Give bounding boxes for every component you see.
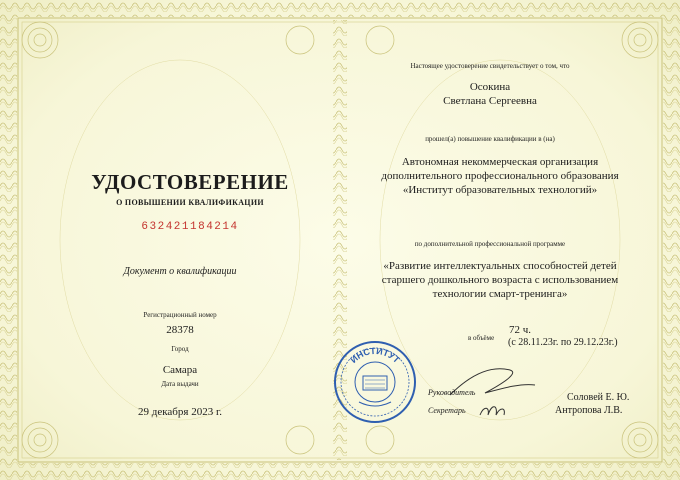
hours-value: 72 ч. [509,324,532,336]
document-type: Документ о квалификации [123,266,237,277]
head-label: Руководитель [428,388,476,397]
program-line-3: технологии смарт-тренинга» [432,288,568,300]
org-line-1: Автономная некоммерческая организация [401,156,599,168]
stamp-text: ИНСТИТУТ [348,345,402,365]
holder-surname: Осокина [469,81,511,93]
certificate-title: УДОСТОВЕРЕНИЕ [91,170,289,194]
institute-stamp [333,340,417,424]
volume-label: в объёме [468,334,495,342]
intro-text: Настоящее удостоверение свидетельствует о том, что [410,62,570,70]
head-name: Соловей Е. Ю. [567,392,630,403]
registration-label: Регистрационный номер [143,311,217,319]
city-value: Самара [162,364,198,376]
issue-date: 29 декабря 2023 г. [138,406,222,418]
holder-given-names: Светлана Сергеевна [443,95,537,107]
program-line-1: «Развитие интеллектуальных способностей детей [383,260,617,272]
serial-number: 632421184214 [141,221,239,233]
secretary-label: Секретарь [428,406,466,415]
registration-number: 28378 [166,324,194,336]
completed-label: прошел(а) повышение квалификации в (на) [425,135,555,143]
certificate-subtitle: О ПОВЫШЕНИИ КВАЛИФИКАЦИИ [116,198,264,207]
secretary-name: Антропова Л.В. [555,405,623,416]
issue-date-label: Дата выдачи [161,380,199,388]
city-label: Город [171,345,189,353]
org-line-2: дополнительного профессионального образования [381,170,619,182]
program-label: по дополнительной профессиональной программе [414,240,566,248]
program-line-2: старшего дошкольного возраста с использованием [381,274,619,286]
period-value: (с 28.11.23г. по 29.12.23г.) [508,337,618,348]
org-line-3: «Институт образовательных технологий» [402,184,598,196]
